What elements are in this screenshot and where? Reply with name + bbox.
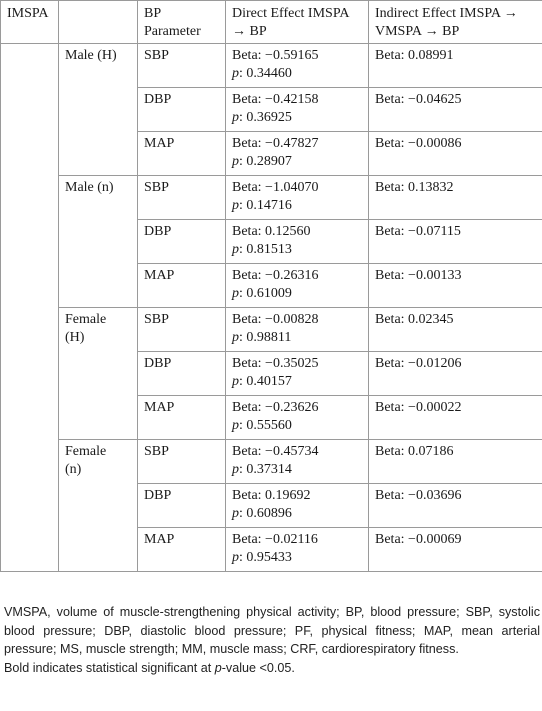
header-direct-effect-line1: Direct Effect IMSPA bbox=[232, 6, 350, 21]
direct-p: p: 0.14716 bbox=[232, 198, 292, 213]
indirect-effect-cell: Beta: −0.03696 bbox=[369, 484, 542, 528]
header-indirect-effect bbox=[369, 1, 542, 44]
table-row bbox=[1, 44, 542, 88]
direct-p: p: 0.34460 bbox=[232, 66, 292, 81]
header-bp-parameter-line1: BP bbox=[144, 6, 162, 21]
direct-beta: Beta: −0.35025 bbox=[232, 356, 319, 371]
table-row bbox=[1, 440, 542, 484]
header-direct-effect bbox=[226, 1, 369, 44]
bp-parameter-cell: MAP bbox=[138, 132, 226, 176]
bp-parameter-cell: MAP bbox=[138, 264, 226, 308]
group-label-male-h: Male (H) bbox=[59, 44, 138, 176]
bp-parameter-cell: SBP bbox=[138, 440, 226, 484]
group-label-line1: Female bbox=[65, 312, 107, 327]
header-bp-parameter bbox=[138, 1, 226, 44]
direct-p: p: 0.61009 bbox=[232, 286, 292, 301]
indirect-effect-cell: Beta: −0.00022 bbox=[369, 396, 542, 440]
bp-parameter-cell: SBP bbox=[138, 308, 226, 352]
direct-effect-cell bbox=[226, 264, 369, 308]
indirect-effect-cell: Beta: −0.00086 bbox=[369, 132, 542, 176]
bp-parameter-cell: DBP bbox=[138, 352, 226, 396]
direct-effect-cell bbox=[226, 396, 369, 440]
direct-effect-cell bbox=[226, 440, 369, 484]
direct-effect-cell bbox=[226, 44, 369, 88]
group-label-female-n bbox=[59, 440, 138, 572]
direct-p: p: 0.28907 bbox=[232, 154, 292, 169]
direct-beta: Beta: −0.59165 bbox=[232, 48, 319, 63]
group-label-male-n: Male (n) bbox=[59, 176, 138, 308]
group-label-line2: (H) bbox=[65, 330, 85, 345]
header-imspa: IMSPA bbox=[1, 1, 59, 44]
header-group bbox=[59, 1, 138, 44]
imspa-column-cell bbox=[1, 44, 59, 572]
header-direct-effect-line2: → BP bbox=[232, 24, 267, 39]
direct-p: p: 0.55560 bbox=[232, 418, 292, 433]
direct-p: p: 0.36925 bbox=[232, 110, 292, 125]
direct-beta: Beta: 0.19692 bbox=[232, 488, 311, 503]
direct-beta: Beta: −0.02116 bbox=[232, 532, 318, 547]
group-label-line1: Female bbox=[65, 444, 107, 459]
direct-effect-cell bbox=[226, 176, 369, 220]
direct-p: p: 0.95433 bbox=[232, 550, 292, 565]
direct-effect-cell bbox=[226, 220, 369, 264]
indirect-effect-cell: Beta: −0.00133 bbox=[369, 264, 542, 308]
indirect-effect-cell: Beta: 0.07186 bbox=[369, 440, 542, 484]
direct-beta: Beta: −0.00828 bbox=[232, 312, 319, 327]
bp-parameter-cell: SBP bbox=[138, 176, 226, 220]
direct-beta: Beta: −0.47827 bbox=[232, 136, 319, 151]
table-footnote bbox=[4, 603, 540, 677]
bp-parameter-cell: DBP bbox=[138, 220, 226, 264]
direct-beta: Beta: −0.26316 bbox=[232, 268, 319, 283]
table-row bbox=[1, 308, 542, 352]
direct-effect-cell bbox=[226, 484, 369, 528]
bp-parameter-cell: MAP bbox=[138, 528, 226, 572]
direct-effect-cell bbox=[226, 528, 369, 572]
direct-p: p: 0.37314 bbox=[232, 462, 292, 477]
indirect-effect-cell: Beta: −0.00069 bbox=[369, 528, 542, 572]
bp-parameter-cell: MAP bbox=[138, 396, 226, 440]
direct-beta: Beta: 0.12560 bbox=[232, 224, 311, 239]
indirect-effect-cell: Beta: −0.04625 bbox=[369, 88, 542, 132]
direct-beta: Beta: −0.42158 bbox=[232, 92, 319, 107]
header-indirect-effect-line1: Indirect Effect IMSPA → bbox=[375, 6, 518, 21]
direct-p: p: 0.98811 bbox=[232, 330, 292, 345]
group-label-line2: (n) bbox=[65, 462, 82, 477]
indirect-effect-cell: Beta: 0.13832 bbox=[369, 176, 542, 220]
group-label-female-h bbox=[59, 308, 138, 440]
direct-beta: Beta: −0.23626 bbox=[232, 400, 319, 415]
indirect-effect-cell: Beta: −0.07115 bbox=[369, 220, 542, 264]
direct-effect-cell bbox=[226, 352, 369, 396]
indirect-effect-cell: Beta: 0.08991 bbox=[369, 44, 542, 88]
header-row bbox=[1, 1, 542, 44]
direct-p: p: 0.81513 bbox=[232, 242, 292, 257]
indirect-effect-cell: Beta: −0.01206 bbox=[369, 352, 542, 396]
significance-note: Bold indicates statistical significant at p-value <0.05. bbox=[4, 660, 295, 675]
bp-parameter-cell: DBP bbox=[138, 484, 226, 528]
direct-p: p: 0.40157 bbox=[232, 374, 292, 389]
header-bp-parameter-line2: Parameter bbox=[144, 24, 201, 39]
indirect-effect-cell: Beta: 0.02345 bbox=[369, 308, 542, 352]
direct-beta: Beta: −1.04070 bbox=[232, 180, 319, 195]
direct-effect-cell bbox=[226, 308, 369, 352]
header-indirect-effect-line2: VMSPA → BP bbox=[375, 24, 460, 39]
direct-beta: Beta: −0.45734 bbox=[232, 444, 319, 459]
table-row bbox=[1, 176, 542, 220]
bp-parameter-cell: SBP bbox=[138, 44, 226, 88]
direct-p: p: 0.60896 bbox=[232, 506, 292, 521]
bp-parameter-cell: DBP bbox=[138, 88, 226, 132]
direct-effect-cell bbox=[226, 132, 369, 176]
abbreviations-note: VMSPA, volume of muscle-strengthening physical activity; BP, blood pressure; SBP, systolic blood pressure; DBP, diastolic blood pressure; PF, physical fitness; MAP, mean arterial pressure; MS, muscle strength; MM, muscle mass; CRF, cardiorespiratory fitness. bbox=[4, 605, 540, 656]
direct-effect-cell bbox=[226, 88, 369, 132]
